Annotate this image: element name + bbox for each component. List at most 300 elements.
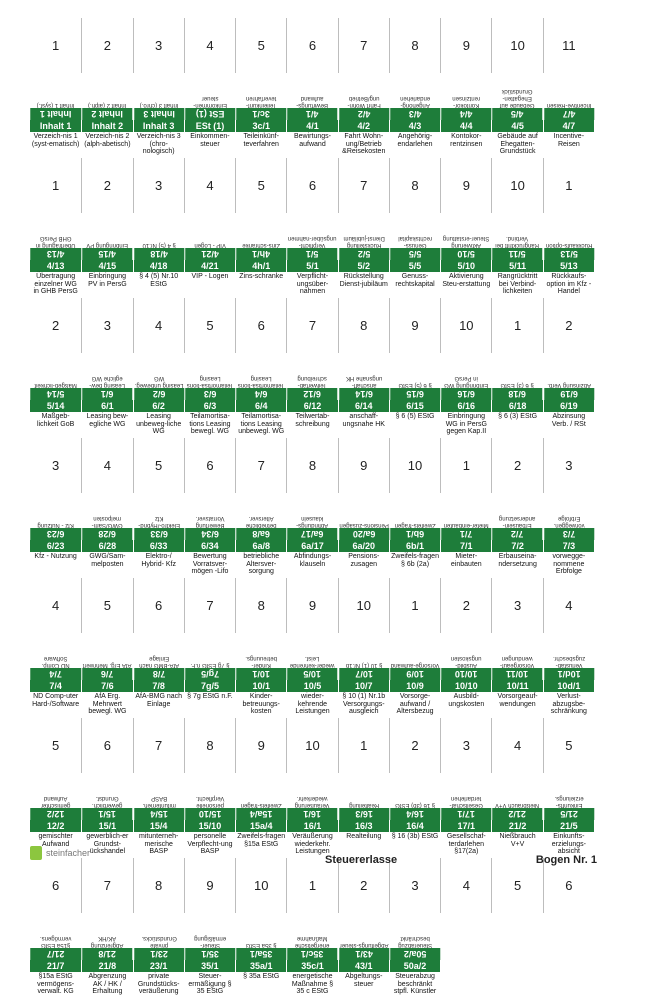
tab-label[interactable] [133,514,184,576]
tab-mirror-text: Ausbild-ungskosten [450,655,482,668]
tab-label[interactable] [440,654,491,716]
tab-code-mirrored: 16/3 [339,808,389,820]
tab-name: Abgrenzung AK / HK / Erhaltung [88,973,127,995]
tab-code-mirrored: Inhalt 1 [30,108,81,120]
tab-code-mirrored: 6/19 [544,388,594,400]
tab-label[interactable] [491,654,542,716]
tab-name: Rangrücktritt bei Verbind-lichkeiten [497,273,538,295]
tab-mirror-text: Veräußerung wiederkehr. [295,795,330,808]
tab-number: 6 [133,578,184,633]
footer-page-number: Bogen Nr. 1 [535,854,597,866]
tab-name: Bewertung Vorratsver-mögen -Lifo [191,553,229,575]
tab-code: 4/4 [441,120,491,132]
tab-label[interactable] [30,514,81,576]
tab-name: Teilamortisa-tions Leasing unbewegl. WG [238,413,285,435]
tab-code: Inhalt 2 [82,120,132,132]
tab-number: 1 [543,158,594,213]
tab-code-mirrored: 17/1 [441,808,491,820]
tab-number: 9 [338,438,389,493]
footer-title: Steuererlasse [325,854,398,866]
tab-label[interactable] [30,654,81,716]
tab-label[interactable] [338,654,389,716]
tab-number: 6 [543,858,594,913]
tab-code-mirrored: 21/7 [30,948,81,960]
tab-code-mirrored: 10/9 [390,668,440,680]
tab-label[interactable] [184,934,235,996]
tab-label[interactable] [338,234,389,296]
tab-code-mirrored: 4/5 [492,108,542,120]
tab-code: 6a/20 [339,540,389,552]
tab-name: Aktivierung Steu-erstattung [442,273,491,288]
tab-code: 4h/1 [236,260,286,272]
tab-code-mirrored: 50a/2 [390,948,440,960]
tab-code: 7/4 [30,680,81,692]
label-row [30,374,594,435]
number-row [30,18,594,73]
tab-mirror-text: personelle Verpflecht. [195,795,225,808]
tab-name: Mieter-einbauten [450,553,482,568]
tab-label[interactable] [491,88,542,156]
tab-mirror-text: wieder-kehrende Leist. [290,655,335,668]
tab-number: 6 [52,878,60,893]
tab-mirror-text: Leasing bew-egliche WG [89,375,126,388]
tab-label[interactable] [543,94,594,156]
tab-mirror-text: Abgrenzung AK/HK [91,935,124,948]
tab-name: Verpflicht-ungsüber-nahmen [296,273,329,295]
tab-code: 4/3 [390,120,440,132]
tab-code-mirrored: 21/5 [544,808,594,820]
tab-code-mirrored: 6b/1 [390,528,440,540]
tab-mirror-text: energetische Maßnahme [295,935,330,948]
tab-number: 8 [184,718,235,773]
tab-number: 1 [286,858,337,913]
tab-code-mirrored: 6/18 [492,388,542,400]
tab-code: 10/11 [492,680,542,692]
tab-number: 3 [440,718,491,773]
tab-code: 6/28 [82,540,132,552]
tab-number: 10 [491,18,542,73]
tab-code: 3c/1 [236,120,286,132]
tab-code: 6a/17 [287,540,337,552]
tab-code: 6/12 [287,400,337,412]
tab-name: Leasing unbeweg-liche WG [136,413,182,435]
tab-label[interactable] [81,514,132,576]
tab-name: energetische Maßnahme § 35 c EStG [291,973,334,995]
tab-code-mirrored: 16/1 [287,808,337,820]
tab-name: AfA-BMG nach Einlage [135,693,183,708]
tab-label[interactable] [491,934,542,996]
tab-label[interactable] [286,94,337,156]
tab-mirror-text: Abgeltungs-steuer [339,942,389,948]
tab-label[interactable] [338,514,389,576]
number-row [30,298,594,353]
tab-label[interactable] [235,94,286,156]
tab-mirror-text: Kinder-betreuungs. [245,655,278,668]
tab-code: 7/8 [134,680,184,692]
tab-name: § 16 (3b) EStG [391,833,439,840]
tab-number: 7 [81,858,132,913]
tab-number: 8 [389,158,440,213]
tab-name: Zweifels-fragen § 6b (2a) [391,553,439,568]
tab-mirror-text: Abfindungs-klauseln [296,515,329,528]
tab-code-mirrored: 5/13 [544,248,594,260]
tab-mirror-text: AfA Erg. Mehrwert [83,662,132,668]
tab-label[interactable] [491,374,542,436]
tab-label[interactable] [543,374,594,436]
tab-mirror-text: §15a EStG vermögens. [39,935,72,948]
tab-name: gemischter Aufwand [38,833,73,848]
number-row [30,718,594,773]
tab-number: 9 [440,158,491,213]
tab-label[interactable] [133,234,184,296]
tab-label[interactable] [440,94,491,156]
tab-label[interactable] [440,934,491,996]
tab-code: Inhalt 3 [134,120,184,132]
tab-name: § 7g EStG n.F. [187,693,233,700]
tab-label[interactable] [30,934,81,996]
tab-code: 6/33 [134,540,184,552]
tab-code: 4/15 [82,260,132,272]
tab-code-mirrored: 16/4 [390,808,440,820]
tab-name: betriebliche Altersver-sorgung [243,553,280,575]
tab-number: 2 [81,18,132,73]
tab-mirror-text: Verlustab-zugsbeschr. [552,655,585,668]
tab-number: 11 [543,18,594,73]
tab-code-mirrored: 6/2 [134,388,184,400]
tab-number: 7 [286,298,337,353]
tab-code: 5/5 [390,260,440,272]
tab-name: ND Comp-uter Hard-/Software [32,693,80,708]
tab-label[interactable] [235,374,286,436]
tab-number: 5 [184,298,235,353]
tab-code-mirrored: 4/3 [390,108,440,120]
tab-name: Ausbild-ungskosten [448,693,485,708]
tab-code-mirrored: 6/1 [82,388,132,400]
tab-number: 5 [52,738,60,753]
tab-label[interactable] [235,934,286,996]
tab-code-mirrored: 3c/1 [236,108,286,120]
tab-label[interactable] [389,374,440,436]
tab-number: 9 [389,298,440,353]
tab-label[interactable] [30,374,81,436]
tab-label[interactable] [184,234,235,296]
tab-code-mirrored: 6/33 [134,528,184,540]
tab-code: 5/14 [30,400,81,412]
tab-label[interactable] [133,934,184,996]
tab-label[interactable] [491,234,542,296]
tab-name: Nießbrauch V+V [499,833,536,848]
tab-code-mirrored: 6/15 [390,388,440,400]
tab-label[interactable] [81,654,132,716]
tab-code: 6a/8 [236,540,286,552]
tab-code-mirrored: 6/4 [236,388,286,400]
tab-label[interactable] [286,654,337,716]
tab-name: Leasing bew-egliche WG [86,413,129,428]
tab-mirror-text: Maßgeb-lichkeit [34,382,77,388]
tab-label[interactable] [338,934,389,996]
tab-number: 4 [491,718,542,773]
tab-code-mirrored: 43/1 [339,948,389,960]
number-row [30,438,594,493]
tab-mirror-text: Gebäude auf Ehegatten-Grundstück [500,88,535,108]
tab-name: Incentive-Reisen [553,133,585,148]
tab-name: Rückstellung Dienst-jubiläum [339,273,388,288]
tab-number: 4 [133,298,184,353]
tab-label[interactable] [81,234,132,296]
tab-label[interactable] [338,374,389,436]
tab-number: 3 [389,858,440,913]
tab-name: vorwegge-nommene Erbfolge [552,553,586,575]
tab-number: 1 [338,718,389,773]
tab-mirror-text: Rückkaufs-option [545,242,593,248]
tab-code-mirrored: 7/8 [134,668,184,680]
tab-code: 16/4 [390,820,440,832]
tab-name: Erbauseina-ndersetzung [498,553,537,568]
tab-code: 5/13 [544,260,594,272]
tab-name: Steuer-ermäßigung § 35 EStG [188,973,232,995]
tab-number: 10 [286,718,337,773]
tab-code: 4/13 [30,260,81,272]
tab-number: 1 [52,178,60,193]
tab-code: 7/3 [544,540,594,552]
tab-label[interactable] [286,934,337,996]
number-row [30,158,594,213]
tab-code: 21/8 [82,960,132,972]
tab-label[interactable] [440,514,491,576]
tab-code: 5/2 [339,260,389,272]
tab-label[interactable] [440,374,491,436]
tab-number: 4 [184,18,235,73]
tab-code: 7g/5 [185,680,235,692]
tab-label[interactable] [30,94,81,156]
tab-number: 3 [543,438,594,493]
tab-name: Teilwertab-schreibung [295,413,330,428]
tab-label[interactable] [389,234,440,296]
tab-code-mirrored: 7g/5 [185,668,235,680]
tab-code-mirrored: 5/2 [339,248,389,260]
tab-mirror-text: Kfz - Nutzung [37,522,74,528]
tab-number: 2 [52,318,60,333]
tab-code-mirrored: 7/4 [30,668,81,680]
tab-label[interactable] [286,514,337,576]
tab-mirror-text: Pensions-zusagen [339,522,389,528]
tab-number: 3 [491,578,542,633]
tab-mirror-text: vorweggen. Erbfolge [553,515,585,528]
tab-code-mirrored: 6/3 [185,388,235,400]
tab-label[interactable] [543,234,594,296]
tab-mirror-text: Kontokor-rentzinsen [452,95,481,108]
tab-code: 4/2 [339,120,389,132]
tab-label[interactable] [389,514,440,576]
tab-mirror-text: AfA-BMG nach Einlage [138,655,179,668]
tab-number: 2 [81,158,132,213]
tab-mirror-text: Angehörig-endarlehen [400,95,431,108]
tab-label[interactable] [491,514,542,576]
tab-number: 8 [338,298,389,353]
tab-number: 10 [491,158,542,213]
tab-code: 15a/4 [236,820,286,832]
tab-mirror-text: Inhalt 2 (alph.) [88,102,127,108]
tab-code: 21/5 [544,820,594,832]
tab-name: gewerblich-er Grundst-ückshandel [86,833,129,855]
footer [0,832,645,892]
tab-name: Veräußerung wiederkehr. Leistungen [292,833,333,855]
tab-code: 7/6 [82,680,132,692]
tab-mirror-text: Zins-schranke [242,242,281,248]
tab-mirror-text: mitunterneh. BASP [142,795,176,808]
tab-number: 5 [235,158,286,213]
tab-number: 8 [389,18,440,73]
tab-code-mirrored: 6/12 [287,388,337,400]
tab-name: Einbringung WG in PersG gegen Kap.II [445,413,487,435]
tab-number: 9 [235,718,286,773]
tab-number: 9 [286,578,337,633]
tab-code-mirrored: 4/18 [134,248,184,260]
tab-number: 4 [543,578,594,633]
tab-number: 7 [133,718,184,773]
tab-label[interactable] [286,374,337,436]
tab-name: Bewirtungs-aufwand [294,133,331,148]
number-row [30,578,594,633]
tab-code: 7/2 [492,540,542,552]
tab-code: 16/1 [287,820,337,832]
tab-code: 21/2 [492,820,542,832]
tab-row [30,578,594,718]
tab-label[interactable] [440,234,491,296]
label-row [30,934,594,995]
tab-mirror-text: Zweifels-fragen [240,802,282,808]
tab-mirror-text: Steuerabzug beschränkt [398,935,433,948]
tab-number: 9 [184,858,235,913]
tab-mirror-text: Bewertung Vorratsver. [195,515,225,528]
tab-name: Elektro-/ Hybrid- Kfz [141,553,176,568]
tab-name: § 35a EStG [243,973,280,980]
tab-label[interactable] [286,234,337,296]
tab-name: Maßgeb-lichkeit GoB [36,413,75,428]
tab-mirror-text: Abzinsung Verb. [547,382,591,388]
tab-label[interactable] [184,514,235,576]
tab-mirror-text: gewerblich. Grundst. [92,795,123,808]
tab-label[interactable] [235,514,286,576]
tab-code: 10/1 [236,680,286,692]
tab-label[interactable] [543,934,594,996]
tab-mirror-text: Teilamortisa-tions Leasing [186,375,234,388]
label-row [30,654,594,715]
tab-number: 4 [52,598,60,613]
tab-name: Realteilung [346,833,382,840]
tab-label[interactable] [389,94,440,156]
tab-code-mirrored: 15a/4 [236,808,286,820]
tab-label[interactable] [81,934,132,996]
tab-label[interactable] [133,654,184,716]
tab-name: Kfz - Nutzung [34,553,77,560]
tab-number: 2 [491,438,542,493]
tab-label[interactable] [184,374,235,436]
tab-name: Teileinkünf-teverfahren [243,133,279,148]
tab-name: Teilamortisa-tions Leasing bewegl. WG [189,413,231,435]
tab-number: 10 [338,578,389,633]
brand-mark-icon [30,846,42,860]
tab-code: 5/10 [441,260,491,272]
tab-label[interactable] [81,374,132,436]
tab-code: 21/7 [30,960,81,972]
tab-mirror-text: § 16 (3b) EStG [395,802,436,808]
tab-code: 4/5 [492,120,542,132]
tab-code-mirrored: 7/6 [82,668,132,680]
tab-label[interactable] [184,654,235,716]
tab-mirror-text: Gesellschaf-terdarlehen [449,795,483,808]
tab-mirror-text: § 4 (5) Nr.10 [142,242,176,248]
tab-code-mirrored: 5/10 [441,248,491,260]
tab-code: 6/19 [544,400,594,412]
tab-row [30,298,594,438]
tab-code-mirrored: 10/1 [236,668,286,680]
tab-name: Pensions-zusagen [348,553,380,568]
tab-name: §15a EStG vermögens-verwalt. KG [37,973,75,995]
tab-name: Verzeich-nis 3 (chro-nologisch) [136,133,181,155]
tab-code-mirrored: Inhalt 2 [82,108,132,120]
tab-code: 4/21 [185,260,235,272]
tab-label[interactable] [133,94,184,156]
tab-code-mirrored: 5/14 [30,388,81,400]
tab-mirror-text: Steuer-ermäßigung [193,935,226,948]
tab-label[interactable] [133,374,184,436]
tab-mirror-text: anschaff-ungsnahe HK [345,375,382,388]
tab-code-mirrored: 7/2 [492,528,542,540]
tab-mirror-text: Einkommen-steuer [193,95,227,108]
tab-code: 4/7 [544,120,594,132]
tab-label[interactable] [389,654,440,716]
tab-mirror-text: Zweifels-fragen [394,522,436,528]
tab-code-mirrored: ESt (1) [185,108,235,120]
tab-name: GWG/Sam-melposten [89,553,126,568]
tab-number: 5 [235,18,286,73]
tab-code-mirrored: 5/11 [492,248,542,260]
tab-mirror-text: § 35a EStG [245,942,277,948]
tab-code: 4/1 [287,120,337,132]
tab-mirror-text: Teilamortisa-tions Leasing [237,375,285,388]
tab-label[interactable] [338,94,389,156]
tab-code-mirrored: 35/1 [185,948,235,960]
tab-name: Abfindungs-klauseln [293,553,332,568]
tab-label[interactable] [235,234,286,296]
tab-code: 5/11 [492,260,542,272]
tab-mirror-text: Mieter-einbauten [443,522,489,528]
tab-label[interactable] [389,934,440,996]
tab-number: 6 [184,438,235,493]
tab-name: Verzeich-nis 1 (syst-ematisch) [31,133,80,148]
tab-code-mirrored: 10/7 [339,668,389,680]
tab-label[interactable] [81,94,132,156]
tab-code: 6/2 [134,400,184,412]
tab-code-mirrored: 6a/8 [236,528,286,540]
tab-label[interactable] [543,514,594,576]
tab-code: 16/3 [339,820,389,832]
tab-code: 10/7 [339,680,389,692]
tab-code: 6/1 [82,400,132,412]
tab-label[interactable] [184,94,235,156]
tab-label[interactable] [543,654,594,716]
tab-mirror-text: betriebliche Altersver. [245,515,277,528]
tab-label[interactable] [235,654,286,716]
tab-number: 8 [286,438,337,493]
tab-mirror-text: VIP - Logen [194,242,226,248]
tab-number: 1 [491,298,542,353]
tab-name: Zins-schranke [239,273,284,280]
tab-label[interactable] [30,234,81,296]
tab-name: Abzinsung Verb. / RSt [551,413,586,428]
tab-code-mirrored: 7/3 [544,528,594,540]
